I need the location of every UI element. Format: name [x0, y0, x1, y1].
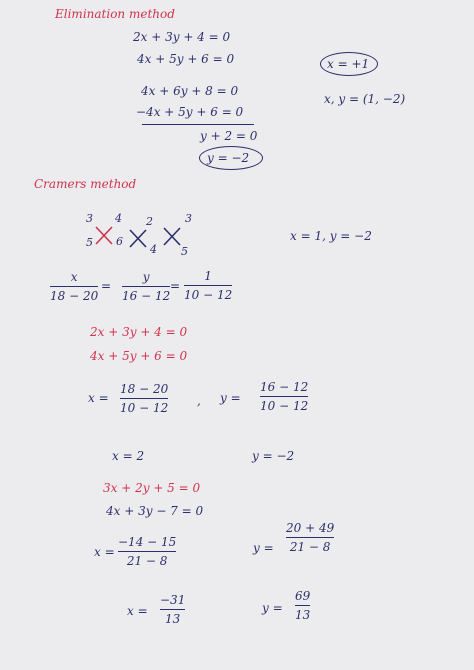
- y-label: y =: [220, 391, 241, 405]
- elim-xy-result: x, y = (1, −2): [324, 92, 406, 106]
- cross-top-1: 3: [86, 212, 93, 225]
- cramers-eq2: 4x + 5y + 6 = 0: [90, 349, 188, 363]
- x-fraction-den: 10 − 12: [120, 401, 169, 415]
- fraction-one: [184, 270, 232, 301]
- equals-sign-1: =: [101, 279, 112, 293]
- x-label: x =: [88, 391, 109, 405]
- fraction-y: [122, 271, 170, 302]
- y-fraction-num: 16 − 12: [260, 380, 309, 394]
- fraction-y-den: 16 − 12: [122, 289, 171, 303]
- y2-fraction: [286, 522, 334, 553]
- y-fraction-bar: [260, 396, 308, 397]
- elim-x-result: x = +1: [327, 57, 370, 71]
- cross-bottom-4: 5: [181, 245, 188, 258]
- y3-fraction-den: 13: [295, 608, 311, 622]
- fraction-x-bar: [50, 286, 98, 287]
- y2-fraction-bar: [286, 537, 334, 538]
- cross-top-4: 3: [185, 212, 192, 225]
- y3-fraction: [295, 590, 310, 621]
- cross-top-2: 4: [115, 212, 122, 225]
- x3-fraction-bar: [160, 609, 185, 610]
- x2-fraction-den: 21 − 8: [126, 554, 168, 568]
- fraction-x-den: 18 − 20: [50, 289, 99, 303]
- x3-label: x =: [127, 604, 148, 618]
- equals-sign-2: =: [170, 279, 181, 293]
- fraction-y-bar: [122, 286, 170, 287]
- heading-cramers: Cramers method: [34, 177, 137, 191]
- x-fraction: [120, 383, 168, 414]
- elim-y-result: y = −2: [207, 151, 250, 165]
- x3-fraction: [160, 594, 185, 625]
- cramers-eq3: 3x + 2y + 5 = 0: [103, 481, 201, 495]
- x2-fraction: [118, 536, 176, 567]
- elim-step2: −4x + 5y + 6 = 0: [136, 105, 244, 119]
- cramers-eq1: 2x + 3y + 4 = 0: [90, 325, 188, 339]
- cross-bottom-2: 6: [116, 235, 123, 248]
- y-fraction-den: 10 − 12: [260, 399, 309, 413]
- elim-eq2: 4x + 5y + 6 = 0: [137, 52, 235, 66]
- x-value: x = 2: [112, 449, 145, 463]
- y3-label: y =: [262, 601, 283, 615]
- y3-fraction-num: 69: [295, 589, 311, 603]
- x-fraction-bar: [120, 398, 168, 399]
- x2-fraction-bar: [118, 551, 176, 552]
- elim-step3: y + 2 = 0: [200, 129, 258, 143]
- cross-top-3: 2: [146, 215, 153, 228]
- elim-step1: 4x + 6y + 8 = 0: [141, 84, 239, 98]
- cramers-eq4: 4x + 3y − 7 = 0: [106, 504, 204, 518]
- x3-fraction-num: −31: [160, 593, 186, 607]
- x-fraction-num: 18 − 20: [120, 382, 169, 396]
- fraction-one-num: 1: [204, 269, 212, 283]
- elim-eq1: 2x + 3y + 4 = 0: [133, 30, 231, 44]
- heading-elimination: Elimination method: [55, 7, 175, 21]
- cramers-answer: x = 1, y = −2: [290, 229, 372, 243]
- cross-arrow-3: [164, 228, 180, 245]
- x2-fraction-num: −14 − 15: [118, 535, 177, 549]
- fraction-x: [50, 271, 98, 302]
- separator-comma: ,: [197, 394, 201, 408]
- fraction-one-bar: [184, 285, 232, 286]
- y2-fraction-num: 20 + 49: [286, 521, 335, 535]
- cross-bottom-3: 4: [150, 243, 157, 256]
- fraction-y-num: y: [142, 270, 150, 284]
- y3-fraction-bar: [295, 605, 310, 606]
- x2-label: x =: [94, 545, 115, 559]
- y-value: y = −2: [252, 449, 295, 463]
- y2-fraction-den: 21 − 8: [289, 540, 331, 554]
- cross-arrow-1: [96, 227, 112, 244]
- fraction-x-num: x: [70, 270, 78, 284]
- cross-bottom-1: 5: [86, 236, 93, 249]
- y2-label: y =: [253, 541, 274, 555]
- y-fraction: [260, 381, 308, 412]
- cross-arrow-2: [130, 230, 146, 247]
- fraction-one-den: 10 − 12: [184, 288, 233, 302]
- x3-fraction-den: 13: [165, 612, 181, 626]
